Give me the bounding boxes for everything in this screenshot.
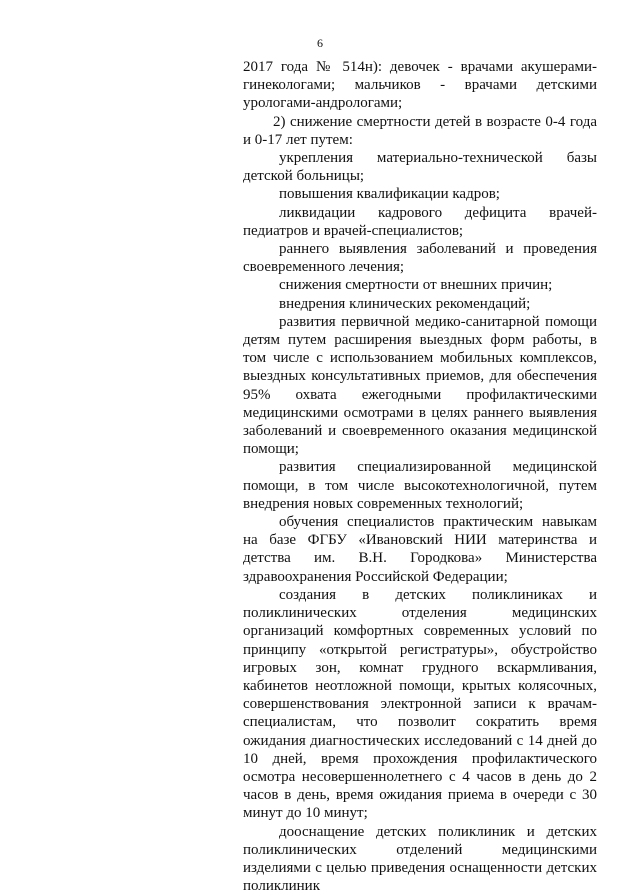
paragraph-list-item: обучения специалистов практическим навыкам на базе ФГБУ «Ивановский НИИ материнства и детства им. В.Н. Городкова» Министерства здравоохранения Российской Федерации;	[243, 514, 597, 585]
paragraph-list-item: укрепления материально-технической базы детской больницы;	[243, 150, 597, 185]
paragraph-list-item: снижения смертности от внешних причин;	[279, 277, 553, 294]
paragraph-list-item: ликвидации кадрового дефицита врачей-педиатров и врачей-специалистов;	[243, 204, 597, 239]
paragraph-list-item: создания в детских поликлиниках и поликлинических отделения медицинских организаций комфортных современных условий по принципу «открытой регистратуры», обустройство игровых зон, комнат грудного вскармливания, кабинетов неотложной помощи, крытых колясочных, совершенствования электронной записи к врачам-специалистам, что позволит сократить время ожидания диагностических исследований с 14 дней до 10 дней, время прохождения профилактического осмотра несовершеннолетнего с 4 часов в день до 2 часов в день, время ожидания приема в очереди с 30 минут до 10 минут;	[243, 586, 597, 822]
paragraph-list-item: внедрения клинических рекомендаций;	[279, 295, 531, 312]
paragraph-item-2: 2) снижение смертности детей в возрасте 0-4 года и 0-17 лет путем:	[243, 113, 597, 148]
page-number: 6	[317, 36, 323, 50]
paragraph-list-item: повышения квалификации кадров;	[279, 186, 500, 203]
paragraph-list-item: дооснащение детских поликлиник и детских поликлинических отделений медицинскими изделиями с целью приведения оснащенности детских поликлиник	[243, 823, 597, 895]
document-body	[243, 58, 597, 895]
paragraph-list-item: развития специализированной медицинской помощи, в том числе высокотехнологичной, путем внедрения новых современных технологий;	[243, 459, 597, 512]
paragraph-continuation: 2017 года № 514н): девочек - врачами акушерами-гинекологами; мальчиков - врачами детскими урологами-андрологами;	[243, 59, 597, 112]
paragraph-list-item: раннего выявления заболеваний и проведения своевременного лечения;	[243, 241, 597, 276]
paragraph-list-item: развития первичной медико-санитарной помощи детям путем расширения выездных форм работы, в том числе с использованием мобильных комплексов, выездных консультативных приемов, для обеспечения 95% охвата ежегодными профилактическими медицинскими осмотрами в целях раннего выявления заболеваний и своевременного оказания медицинской помощи;	[243, 313, 597, 458]
